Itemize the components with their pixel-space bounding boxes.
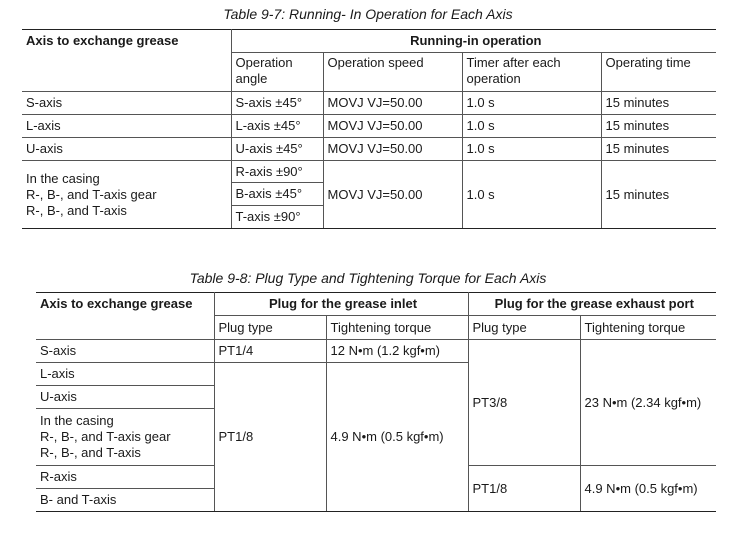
axis-cell: R-axis bbox=[36, 466, 214, 489]
speed-cell: MOVJ VJ=50.00 bbox=[323, 161, 462, 229]
table-row bbox=[22, 161, 716, 183]
axis-cell: S-axis bbox=[22, 92, 231, 115]
table-row bbox=[22, 92, 716, 115]
exhaust-type-cell: PT1/8 bbox=[468, 466, 580, 512]
plug-type-torque-table bbox=[36, 292, 716, 512]
exhaust-type-cell: PT3/8 bbox=[468, 340, 580, 466]
angle-cell: S-axis ±45° bbox=[231, 92, 323, 115]
header-axis-to-exchange-grease: Axis to exchange grease bbox=[36, 293, 214, 340]
speed-cell: MOVJ VJ=50.00 bbox=[323, 138, 462, 161]
angle-cell: R-axis ±90° bbox=[231, 161, 323, 183]
axis-cell-casing: In the casing R-, B-, and T-axis gear R-, B-, and T-axis bbox=[22, 161, 231, 229]
header-running-in-operation: Running-in operation bbox=[231, 30, 716, 53]
sub-exhaust-plug-type: Plug type bbox=[468, 316, 580, 340]
time-cell: 15 minutes bbox=[601, 161, 716, 229]
sub-inlet-plug-type: Plug type bbox=[214, 316, 326, 340]
angle-cell: L-axis ±45° bbox=[231, 115, 323, 138]
col-operation-speed: Operation speed bbox=[323, 53, 462, 92]
table-9-7-caption: Table 9-7: Running- In Operation for Each Axis bbox=[223, 6, 513, 22]
timer-cell: 1.0 s bbox=[462, 92, 601, 115]
inlet-type-cell: PT1/4 bbox=[214, 340, 326, 363]
inlet-torque-cell: 4.9 N•m (0.5 kgf•m) bbox=[326, 363, 468, 512]
axis-cell: U-axis bbox=[22, 138, 231, 161]
axis-cell: S-axis bbox=[36, 340, 214, 363]
axis-cell-casing: In the casing R-, B-, and T-axis gear R-, B-, and T-axis bbox=[36, 409, 214, 466]
table-row bbox=[22, 138, 716, 161]
inlet-type-cell: PT1/8 bbox=[214, 363, 326, 512]
speed-cell: MOVJ VJ=50.00 bbox=[323, 115, 462, 138]
header-plug-grease-inlet: Plug for the grease inlet bbox=[214, 293, 468, 316]
axis-cell: U-axis bbox=[36, 386, 214, 409]
table-9-8-caption: Table 9-8: Plug Type and Tightening Torque for Each Axis bbox=[189, 270, 547, 286]
time-cell: 15 minutes bbox=[601, 138, 716, 161]
sub-inlet-torque: Tightening torque bbox=[326, 316, 468, 340]
angle-cell: U-axis ±45° bbox=[231, 138, 323, 161]
angle-cell: T-axis ±90° bbox=[231, 206, 323, 229]
axis-cell: B- and T-axis bbox=[36, 489, 214, 512]
speed-cell: MOVJ VJ=50.00 bbox=[323, 92, 462, 115]
header-axis-to-exchange-grease: Axis to exchange grease bbox=[22, 30, 231, 92]
timer-cell: 1.0 s bbox=[462, 115, 601, 138]
table-row bbox=[22, 115, 716, 138]
timer-cell: 1.0 s bbox=[462, 161, 601, 229]
table-row bbox=[36, 340, 716, 363]
col-timer: Timer after each operation bbox=[462, 53, 601, 92]
col-operating-time: Operating time bbox=[601, 53, 716, 92]
exhaust-torque-cell: 23 N•m (2.34 kgf•m) bbox=[580, 340, 716, 466]
inlet-torque-cell: 12 N•m (1.2 kgf•m) bbox=[326, 340, 468, 363]
time-cell: 15 minutes bbox=[601, 92, 716, 115]
axis-cell: L-axis bbox=[22, 115, 231, 138]
axis-cell: L-axis bbox=[36, 363, 214, 386]
col-operation-angle: Operation angle bbox=[231, 53, 323, 92]
time-cell: 15 minutes bbox=[601, 115, 716, 138]
angle-cell: B-axis ±45° bbox=[231, 183, 323, 206]
exhaust-torque-cell: 4.9 N•m (0.5 kgf•m) bbox=[580, 466, 716, 512]
timer-cell: 1.0 s bbox=[462, 138, 601, 161]
running-in-operation-table bbox=[22, 29, 716, 229]
header-plug-grease-exhaust: Plug for the grease exhaust port bbox=[468, 293, 716, 316]
sub-exhaust-torque: Tightening torque bbox=[580, 316, 716, 340]
